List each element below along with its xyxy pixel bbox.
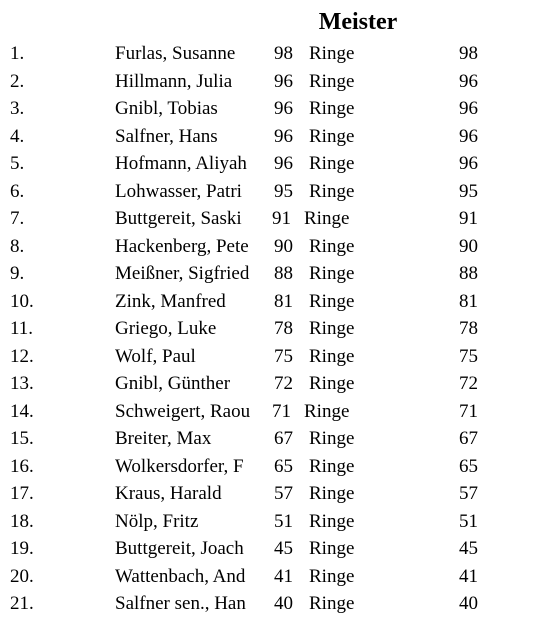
total-value: 67 [459, 428, 478, 449]
list-item [0, 480, 546, 508]
shooter-name: Wattenbach, And [115, 565, 246, 587]
score-value: 51 [274, 508, 293, 536]
rank-label: 17. [10, 483, 34, 504]
score-value: 45 [274, 535, 293, 563]
shooter-name: Nölp, Fritz [115, 510, 199, 532]
unit-label: Ringe [309, 538, 355, 559]
rank-label: 14. [10, 400, 34, 422]
list-item [0, 535, 546, 563]
list-item [0, 178, 546, 206]
shooter-name: Salfner sen., Han [115, 593, 246, 614]
rank-label: 16. [10, 455, 34, 477]
unit-label: Ringe [309, 565, 355, 587]
rank-label: 3. [10, 98, 25, 119]
shooter-name: Wolf, Paul [115, 345, 196, 367]
rank-label: 7. [10, 208, 25, 229]
total-value: 95 [459, 180, 478, 202]
rank-label: 19. [10, 538, 34, 559]
list-item [0, 315, 546, 343]
score-value: 96 [274, 68, 293, 96]
score-value: 65 [274, 453, 293, 481]
score-value: 96 [274, 123, 293, 151]
rank-label: 4. [10, 125, 25, 147]
shooter-name: Lohwasser, Patri [115, 180, 242, 202]
rank-label: 21. [10, 593, 34, 614]
shooter-name: Griego, Luke [115, 318, 217, 339]
total-value: 72 [459, 373, 478, 394]
score-value: 40 [274, 590, 293, 618]
shooter-name: Buttgereit, Joach [115, 538, 244, 559]
unit-label: Ringe [309, 153, 355, 174]
rank-label: 10. [10, 290, 34, 312]
total-value: 96 [459, 153, 478, 174]
score-value: 88 [274, 260, 293, 288]
list-item [0, 288, 546, 316]
total-value: 57 [459, 483, 478, 504]
unit-label: Ringe [309, 125, 355, 147]
shooter-name: Kraus, Harald [115, 483, 222, 504]
score-value: 96 [274, 150, 293, 178]
total-value: 45 [459, 538, 478, 559]
list-item [0, 68, 546, 96]
list-item [0, 150, 546, 178]
score-value: 75 [274, 343, 293, 371]
shooter-name: Hillmann, Julia [115, 70, 233, 92]
page-title: Meister [318, 9, 398, 35]
shooter-name: Gnibl, Tobias [115, 98, 218, 119]
shooter-name: Salfner, Hans [115, 125, 218, 147]
score-value: 57 [274, 480, 293, 508]
unit-label: Ringe [309, 180, 355, 202]
unit-label: Ringe [309, 43, 355, 64]
score-value: 91 [272, 205, 291, 233]
rank-label: 11. [10, 318, 34, 339]
total-value: 81 [459, 290, 478, 312]
list-item [0, 343, 546, 371]
total-value: 65 [459, 455, 478, 477]
list-item [0, 370, 546, 398]
unit-label: Ringe [309, 345, 355, 367]
score-value: 95 [274, 178, 293, 206]
score-value: 71 [272, 398, 291, 426]
rank-label: 8. [10, 235, 25, 257]
rank-label: 18. [10, 510, 34, 532]
list-item [0, 40, 546, 68]
list-item [0, 95, 546, 123]
unit-label: Ringe [309, 455, 355, 477]
unit-label: Ringe [304, 400, 350, 422]
total-value: 96 [459, 125, 478, 147]
rank-label: 15. [10, 428, 34, 449]
total-value: 98 [459, 43, 478, 64]
list-item [0, 398, 546, 426]
score-value: 81 [274, 288, 293, 316]
rank-label: 13. [10, 373, 34, 394]
list-item [0, 260, 546, 288]
unit-label: Ringe [309, 428, 355, 449]
unit-label: Ringe [309, 235, 355, 257]
shooter-name: Hackenberg, Pete [115, 235, 249, 257]
unit-label: Ringe [309, 290, 355, 312]
score-value: 90 [274, 233, 293, 261]
score-value: 67 [274, 425, 293, 453]
score-value: 78 [274, 315, 293, 343]
total-value: 91 [459, 208, 478, 229]
shooter-name: Buttgereit, Saski [115, 208, 242, 229]
shooter-name: Breiter, Max [115, 428, 212, 449]
total-value: 71 [459, 400, 478, 422]
shooter-name: Hofmann, Aliyah [115, 153, 247, 174]
unit-label: Ringe [309, 373, 355, 394]
unit-label: Ringe [309, 593, 355, 614]
results-list [0, 40, 546, 618]
total-value: 96 [459, 70, 478, 92]
unit-label: Ringe [309, 318, 355, 339]
score-value: 98 [274, 40, 293, 68]
rank-label: 9. [10, 263, 25, 284]
unit-label: Ringe [309, 70, 355, 92]
total-value: 75 [459, 345, 478, 367]
total-value: 88 [459, 263, 478, 284]
list-item [0, 205, 546, 233]
list-item [0, 508, 546, 536]
list-item [0, 590, 546, 618]
total-value: 51 [459, 510, 478, 532]
unit-label: Ringe [309, 263, 355, 284]
list-item [0, 453, 546, 481]
unit-label: Ringe [309, 510, 355, 532]
shooter-name: Zink, Manfred [115, 290, 226, 312]
shooter-name: Meißner, Sigfried [115, 263, 250, 284]
shooter-name: Gnibl, Günther [115, 373, 231, 394]
rank-label: 1. [10, 43, 25, 64]
unit-label: Ringe [309, 483, 355, 504]
total-value: 78 [459, 318, 478, 339]
shooter-name: Furlas, Susanne [115, 43, 236, 64]
shooter-name: Wolkersdorfer, F [115, 455, 244, 477]
list-item [0, 123, 546, 151]
unit-label: Ringe [309, 98, 355, 119]
total-value: 41 [459, 565, 478, 587]
rank-label: 6. [10, 180, 25, 202]
score-value: 72 [274, 370, 293, 398]
score-value: 41 [274, 563, 293, 591]
total-value: 40 [459, 593, 478, 614]
total-value: 90 [459, 235, 478, 257]
rank-label: 20. [10, 565, 34, 587]
list-item [0, 563, 546, 591]
rank-label: 12. [10, 345, 34, 367]
rank-label: 2. [10, 70, 25, 92]
score-value: 96 [274, 95, 293, 123]
list-item [0, 233, 546, 261]
shooter-name: Schweigert, Raou [115, 400, 251, 422]
total-value: 96 [459, 98, 478, 119]
rank-label: 5. [10, 153, 25, 174]
list-item [0, 425, 546, 453]
unit-label: Ringe [304, 208, 350, 229]
